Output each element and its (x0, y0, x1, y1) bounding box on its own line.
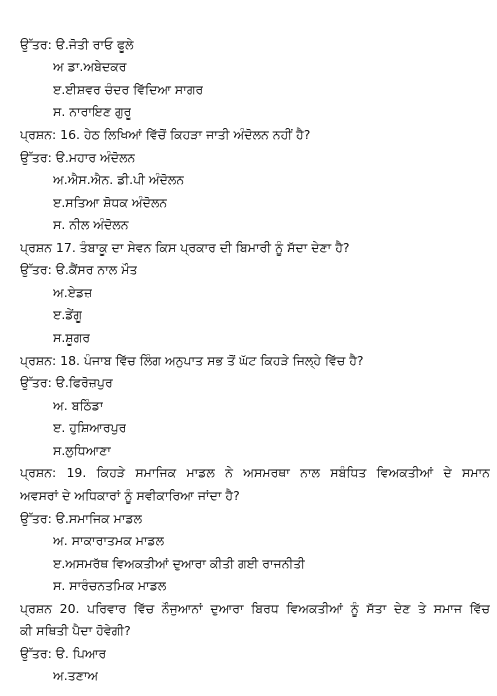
option-line: ੲ.ਈਸ਼ਵਰ ਚੰਦਰ ਵਿੱਦਿਆ ਸਾਗਰ (53, 82, 204, 97)
answer-line: ਉੱਤਰ: ੳ.ਸਮਾਜਿਕ ਮਾਡਲ (20, 511, 143, 526)
question-line: ਪ੍ਰਸ਼ਨ: 19. ਕਿਹੜੇ ਸਮਾਜਿਕ ਮਾਡਲ ਨੇ ਅਸਮਰਥਾ ਨਾਲ ਸਬੰਧਿਤ ਵਿਅਕਤੀਆਂ ਦੇ ਸਮਾਨ (20, 465, 490, 480)
question-line: ਪ੍ਰਸ਼ਨ 20. ਪਰਿਵਾਰ ਵਿੱਚ ਨੌਜੁਆਨਾਂ ਦੁਆਰਾ ਬਿਰਧ ਵਿਅਕਤੀਆਂ ਨੂੰ ਸੱਤਾ ਦੇਣ ਤੇ ਸਮਾਜ ਵਿੱਚ (20, 601, 490, 616)
option-line: ਅ. ਬਠਿੰਡਾ (53, 398, 104, 413)
option-line: ਸ.ਲੁਧਿਆਣਾ (53, 443, 111, 458)
option-line: ਅ.ਐਸ.ਐਨ. ਡੀ.ਪੀ ਅੰਦੋਲਨ (53, 172, 185, 187)
option-line: ਅ.ਏਡਜ਼ (53, 285, 93, 300)
option-line: ਸ.ਸ਼ੂਗਰ (53, 330, 91, 345)
option-line: ੲ.ਡੇਂਗੂ (53, 307, 83, 322)
option-line: ੲ. ਹੁਸ਼ਿਆਰਪੁਰ (53, 420, 127, 435)
option-line: ੲ.ਸਤਿਆ ਸ਼ੋਧਕ ਅੰਦੋਲਨ (53, 195, 168, 210)
answer-line: ਉੱਤਰ: ੳ. ਪਿਆਰ (20, 646, 107, 661)
option-line: ੲ.ਅਸਮਰੱਥ ਵਿਅਕਤੀਆਂ ਦੁਆਰਾ ਕੀਤੀ ਗਈ ਰਾਜਨੀਤੀ (53, 556, 306, 571)
option-line: ਅ.ਤਣਾਅ (53, 668, 99, 683)
option-line: ਅ. ਸਾਕਾਰਾਤਮਕ ਮਾਡਲ (53, 533, 165, 548)
answer-line: ਉੱਤਰ: ੳ.ਫਿਰੋਜ਼ਪੁਰ (20, 375, 113, 390)
question-line: ਪ੍ਰਸ਼ਨ 17. ਤੰਬਾਕੂ ਦਾ ਸੇਵਨ ਕਿਸ ਪ੍ਰਕਾਰ ਦੀ ਬਿਮਾਰੀ ਨੂੰ ਸੱਦਾ ਦੇਣਾ ਹੈ? (20, 240, 350, 255)
option-line: ਸ. ਨੀਲ ਅੰਦੋਲਨ (53, 217, 129, 232)
answer-line: ਉੱਤਰ: ੳ.ਮਹਾਰ ਅੰਦੋਲਨ (20, 150, 136, 165)
question-line: ਪ੍ਰਸ਼ਨ: 18. ਪੰਜਾਬ ਵਿੱਚ ਲਿੰਗ ਅਨੁਪਾਤ ਸਭ ਤੋਂ ਘੱਟ ਕਿਹੜੇ ਜਿਲ੍ਹੇ ਵਿੱਚ ਹੈ? (20, 353, 364, 368)
question-line: ਅਵਸਰਾਂ ਦੇ ਅਧਿਕਾਰਾਂ ਨੂੰ ਸਵੀਕਾਰਿਆ ਜਾਂਦਾ ਹੈ? (20, 488, 240, 503)
question-line: ਪ੍ਰਸ਼ਨ: 16. ਹੇਠ ਲਿਖਿਆਂ ਵਿੱਚੋਂ ਕਿਹੜਾ ਜਾਤੀ ਅੰਦੋਲਨ ਨਹੀਂ ਹੈ? (20, 127, 311, 142)
answer-line: ਉੱਤਰ: ੳ.ਜੋਤੀ ਰਾਓ ਫੂਲੇ (20, 37, 134, 52)
answer-line: ਉੱਤਰ: ੳ.ਕੈਂਸਰ ਨਾਲ ਮੌਤ (20, 262, 138, 277)
option-line: ਸ. ਸਾਰੰਚਨਤਮਿਕ ਮਾਡਲ (53, 578, 167, 593)
question-line: ਕੀ ਸਥਿਤੀ ਪੈਦਾ ਹੋਵੇਗੀ? (20, 623, 131, 638)
option-line: ਅ ਡਾ.ਅਬੇਦਕਰ (53, 59, 127, 74)
option-line: ਸ. ਨਾਰਾਇਣ ਗੁਰੂ (53, 104, 132, 119)
